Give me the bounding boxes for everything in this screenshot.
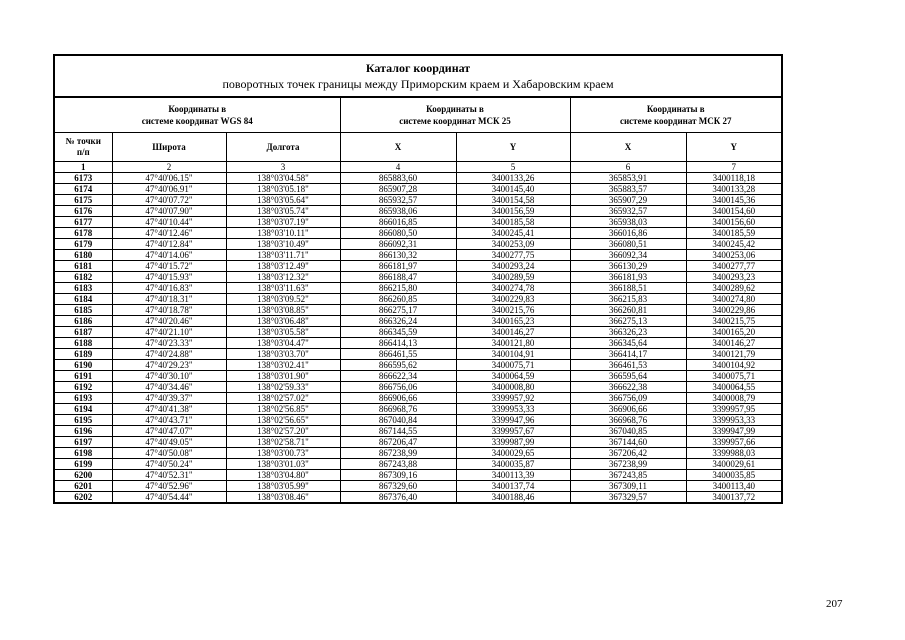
column-header-latitude: Широта xyxy=(112,133,226,162)
longitude-cell: 138°03'04.47" xyxy=(226,338,340,349)
msk25-x-cell: 867040,84 xyxy=(340,415,456,426)
point-number-cell: 6189 xyxy=(54,349,112,360)
msk27-y-cell: 3400008,79 xyxy=(686,393,782,404)
system-header-msk25: Координаты в системе координат МСК 25 xyxy=(340,97,570,133)
msk25-y-cell: 3400137,74 xyxy=(456,481,570,492)
point-number-cell: 6190 xyxy=(54,360,112,371)
msk25-y-cell: 3400188,46 xyxy=(456,492,570,504)
msk27-y-cell: 3400293,23 xyxy=(686,272,782,283)
catalog-title: Каталог координат xyxy=(365,61,471,75)
msk25-x-cell: 867144,55 xyxy=(340,426,456,437)
longitude-cell: 138°03'12.32" xyxy=(226,272,340,283)
table-row xyxy=(54,195,782,206)
msk25-y-cell: 3400154,58 xyxy=(456,195,570,206)
latitude-cell: 47°40'16.83" xyxy=(112,283,226,294)
longitude-cell: 138°02'58.71" xyxy=(226,437,340,448)
table-row xyxy=(54,239,782,250)
longitude-cell: 138°03'05.99" xyxy=(226,481,340,492)
table-row xyxy=(54,184,782,195)
point-number-cell: 6176 xyxy=(54,206,112,217)
msk27-x-cell: 366188,51 xyxy=(570,283,686,294)
msk27-y-cell: 3400253,06 xyxy=(686,250,782,261)
msk25-y-cell: 3400253,09 xyxy=(456,239,570,250)
msk27-x-cell: 366906,66 xyxy=(570,404,686,415)
msk25-y-cell: 3400113,39 xyxy=(456,470,570,481)
point-number-cell: 6193 xyxy=(54,393,112,404)
table-row xyxy=(54,228,782,239)
msk25-y-cell: 3399987,99 xyxy=(456,437,570,448)
msk25-x-cell: 867238,99 xyxy=(340,448,456,459)
msk27-y-cell: 3400146,27 xyxy=(686,338,782,349)
msk27-y-cell: 3399957,95 xyxy=(686,404,782,415)
table-row xyxy=(54,426,782,437)
msk27-y-cell: 3400118,18 xyxy=(686,173,782,184)
msk27-x-cell: 366260,81 xyxy=(570,305,686,316)
point-number-cell: 6201 xyxy=(54,481,112,492)
longitude-cell: 138°03'10.49" xyxy=(226,239,340,250)
column-header-point: № точки п/п xyxy=(54,133,112,162)
table-row xyxy=(54,459,782,470)
msk27-x-cell: 366968,76 xyxy=(570,415,686,426)
msk27-y-cell: 3400154,60 xyxy=(686,206,782,217)
msk25-y-cell: 3400185,58 xyxy=(456,217,570,228)
latitude-cell: 47°40'34.46" xyxy=(112,382,226,393)
msk25-x-cell: 866080,50 xyxy=(340,228,456,239)
msk25-x-cell: 866092,31 xyxy=(340,239,456,250)
column-header-msk25-x: X xyxy=(340,133,456,162)
msk25-y-cell: 3400229,83 xyxy=(456,294,570,305)
longitude-cell: 138°03'02.41" xyxy=(226,360,340,371)
msk25-y-cell: 3400133,26 xyxy=(456,173,570,184)
longitude-cell: 138°03'10.11" xyxy=(226,228,340,239)
table-row xyxy=(54,437,782,448)
longitude-cell: 138°03'09.52" xyxy=(226,294,340,305)
msk27-x-cell: 366461,53 xyxy=(570,360,686,371)
msk25-x-cell: 867206,47 xyxy=(340,437,456,448)
column-number: 4 xyxy=(340,162,456,173)
msk25-x-cell: 867329,60 xyxy=(340,481,456,492)
msk27-x-cell: 366130,29 xyxy=(570,261,686,272)
column-header-longitude: Долгота xyxy=(226,133,340,162)
msk25-x-cell: 866260,85 xyxy=(340,294,456,305)
msk25-y-cell: 3400035,87 xyxy=(456,459,570,470)
msk25-y-cell: 3399957,67 xyxy=(456,426,570,437)
table-row xyxy=(54,404,782,415)
msk27-y-cell: 3399953,33 xyxy=(686,415,782,426)
msk27-y-cell: 3400145,36 xyxy=(686,195,782,206)
column-number: 7 xyxy=(686,162,782,173)
column-header-msk25-y: Y xyxy=(456,133,570,162)
msk27-y-cell: 3400104,92 xyxy=(686,360,782,371)
msk27-y-cell: 3400165,20 xyxy=(686,327,782,338)
msk27-y-cell: 3400035,85 xyxy=(686,470,782,481)
longitude-cell: 138°03'05.64" xyxy=(226,195,340,206)
msk25-x-cell: 866414,13 xyxy=(340,338,456,349)
msk27-x-cell: 365938,03 xyxy=(570,217,686,228)
point-number-cell: 6180 xyxy=(54,250,112,261)
msk25-y-cell: 3400075,71 xyxy=(456,360,570,371)
table-row xyxy=(54,206,782,217)
catalog-subtitle: поворотных точек границы между Приморским краем и Хабаровским краем xyxy=(222,77,614,91)
table-row xyxy=(54,217,782,228)
point-number-cell: 6184 xyxy=(54,294,112,305)
longitude-cell: 138°03'03.70" xyxy=(226,349,340,360)
latitude-cell: 47°40'10.44" xyxy=(112,217,226,228)
table-row xyxy=(54,327,782,338)
msk25-x-cell: 866275,17 xyxy=(340,305,456,316)
table-row xyxy=(54,393,782,404)
msk27-y-cell: 3400245,42 xyxy=(686,239,782,250)
longitude-cell: 138°03'08.85" xyxy=(226,305,340,316)
msk27-y-cell: 3399947,99 xyxy=(686,426,782,437)
msk27-y-cell: 3400289,62 xyxy=(686,283,782,294)
msk27-y-cell: 3400277,77 xyxy=(686,261,782,272)
msk27-x-cell: 367206,42 xyxy=(570,448,686,459)
latitude-cell: 47°40'07.72" xyxy=(112,195,226,206)
msk25-y-cell: 3400165,23 xyxy=(456,316,570,327)
longitude-cell: 138°03'05.58" xyxy=(226,327,340,338)
msk27-x-cell: 366181,93 xyxy=(570,272,686,283)
msk27-y-cell: 3400113,40 xyxy=(686,481,782,492)
msk27-x-cell: 366414,17 xyxy=(570,349,686,360)
msk27-x-cell: 366326,23 xyxy=(570,327,686,338)
page-number: 207 xyxy=(826,598,843,610)
longitude-cell: 138°03'07.19" xyxy=(226,217,340,228)
msk25-x-cell: 866622,34 xyxy=(340,371,456,382)
msk25-x-cell: 866130,32 xyxy=(340,250,456,261)
latitude-cell: 47°40'06.15" xyxy=(112,173,226,184)
msk27-y-cell: 3400137,72 xyxy=(686,492,782,504)
latitude-cell: 47°40'49.05" xyxy=(112,437,226,448)
table-row xyxy=(54,492,782,504)
latitude-cell: 47°40'15.72" xyxy=(112,261,226,272)
table-row xyxy=(54,316,782,327)
point-number-cell: 6186 xyxy=(54,316,112,327)
longitude-cell: 138°03'11.71" xyxy=(226,250,340,261)
longitude-cell: 138°03'04.80" xyxy=(226,470,340,481)
msk27-x-cell: 366016,86 xyxy=(570,228,686,239)
point-number-cell: 6185 xyxy=(54,305,112,316)
table-row xyxy=(54,338,782,349)
msk25-y-cell: 3400104,91 xyxy=(456,349,570,360)
msk27-x-cell: 367238,99 xyxy=(570,459,686,470)
table-row xyxy=(54,305,782,316)
msk27-x-cell: 366092,34 xyxy=(570,250,686,261)
msk27-x-cell: 366756,09 xyxy=(570,393,686,404)
msk27-x-cell: 365907,29 xyxy=(570,195,686,206)
msk25-x-cell: 866016,85 xyxy=(340,217,456,228)
msk27-y-cell: 3400229,86 xyxy=(686,305,782,316)
msk25-x-cell: 866215,80 xyxy=(340,283,456,294)
latitude-cell: 47°40'52.31" xyxy=(112,470,226,481)
msk25-x-cell: 867309,16 xyxy=(340,470,456,481)
msk25-x-cell: 866188,47 xyxy=(340,272,456,283)
latitude-cell: 47°40'43.71" xyxy=(112,415,226,426)
longitude-cell: 138°03'12.49" xyxy=(226,261,340,272)
msk25-y-cell: 3400008,80 xyxy=(456,382,570,393)
msk27-x-cell: 366345,64 xyxy=(570,338,686,349)
longitude-cell: 138°03'05.18" xyxy=(226,184,340,195)
msk27-x-cell: 366215,83 xyxy=(570,294,686,305)
longitude-cell: 138°03'00.73" xyxy=(226,448,340,459)
point-number-cell: 6181 xyxy=(54,261,112,272)
msk25-y-cell: 3399953,33 xyxy=(456,404,570,415)
msk25-x-cell: 866181,97 xyxy=(340,261,456,272)
point-number-cell: 6196 xyxy=(54,426,112,437)
latitude-cell: 47°40'50.24" xyxy=(112,459,226,470)
longitude-cell: 138°03'11.63" xyxy=(226,283,340,294)
msk25-y-cell: 3400145,40 xyxy=(456,184,570,195)
latitude-cell: 47°40'23.33" xyxy=(112,338,226,349)
msk25-y-cell: 3399947,96 xyxy=(456,415,570,426)
msk25-y-cell: 3400215,76 xyxy=(456,305,570,316)
point-number-cell: 6183 xyxy=(54,283,112,294)
column-number: 1 xyxy=(54,162,112,173)
msk27-y-cell: 3400029,61 xyxy=(686,459,782,470)
column-header-msk27-y: Y xyxy=(686,133,782,162)
table-row xyxy=(54,382,782,393)
latitude-cell: 47°40'29.23" xyxy=(112,360,226,371)
table-row xyxy=(54,360,782,371)
longitude-cell: 138°03'08.46" xyxy=(226,492,340,504)
longitude-cell: 138°02'57.02" xyxy=(226,393,340,404)
table-row xyxy=(54,448,782,459)
point-number-cell: 6194 xyxy=(54,404,112,415)
msk25-y-cell: 3400121,80 xyxy=(456,338,570,349)
latitude-cell: 47°40'06.91" xyxy=(112,184,226,195)
point-number-cell: 6200 xyxy=(54,470,112,481)
longitude-cell: 138°02'56.65" xyxy=(226,415,340,426)
msk27-x-cell: 366595,64 xyxy=(570,371,686,382)
latitude-cell: 47°40'52.96" xyxy=(112,481,226,492)
latitude-cell: 47°40'18.31" xyxy=(112,294,226,305)
point-number-cell: 6178 xyxy=(54,228,112,239)
latitude-cell: 47°40'14.06" xyxy=(112,250,226,261)
msk25-y-cell: 3400245,41 xyxy=(456,228,570,239)
column-header-msk27-x: X xyxy=(570,133,686,162)
table-row xyxy=(54,294,782,305)
longitude-cell: 138°02'59.33" xyxy=(226,382,340,393)
longitude-cell: 138°03'04.58" xyxy=(226,173,340,184)
msk27-x-cell: 367329,57 xyxy=(570,492,686,504)
msk27-x-cell: 367144,60 xyxy=(570,437,686,448)
msk27-x-cell: 366275,13 xyxy=(570,316,686,327)
msk25-x-cell: 865883,60 xyxy=(340,173,456,184)
msk27-y-cell: 3400121,79 xyxy=(686,349,782,360)
column-number: 3 xyxy=(226,162,340,173)
latitude-cell: 47°40'39.37" xyxy=(112,393,226,404)
msk27-x-cell: 365853,91 xyxy=(570,173,686,184)
latitude-cell: 47°40'41.38" xyxy=(112,404,226,415)
msk27-y-cell: 3400185,59 xyxy=(686,228,782,239)
table-heading xyxy=(54,55,782,97)
longitude-cell: 138°03'06.48" xyxy=(226,316,340,327)
msk25-x-cell: 866595,62 xyxy=(340,360,456,371)
table-row xyxy=(54,470,782,481)
msk27-y-cell: 3399988,03 xyxy=(686,448,782,459)
point-number-cell: 6174 xyxy=(54,184,112,195)
longitude-cell: 138°02'56.85" xyxy=(226,404,340,415)
latitude-cell: 47°40'24.88" xyxy=(112,349,226,360)
longitude-cell: 138°02'57.20" xyxy=(226,426,340,437)
msk25-y-cell: 3400277,75 xyxy=(456,250,570,261)
msk25-y-cell: 3400029,65 xyxy=(456,448,570,459)
msk25-y-cell: 3400289,59 xyxy=(456,272,570,283)
msk27-x-cell: 365932,57 xyxy=(570,206,686,217)
column-number: 6 xyxy=(570,162,686,173)
latitude-cell: 47°40'12.84" xyxy=(112,239,226,250)
table-body xyxy=(54,173,782,504)
msk25-x-cell: 866906,66 xyxy=(340,393,456,404)
msk25-x-cell: 865907,28 xyxy=(340,184,456,195)
msk25-x-cell: 866756,06 xyxy=(340,382,456,393)
msk25-x-cell: 865932,57 xyxy=(340,195,456,206)
point-number-cell: 6197 xyxy=(54,437,112,448)
msk25-x-cell: 866968,76 xyxy=(340,404,456,415)
msk25-x-cell: 867376,40 xyxy=(340,492,456,504)
msk27-x-cell: 367243,85 xyxy=(570,470,686,481)
table-row xyxy=(54,173,782,184)
msk25-x-cell: 865938,06 xyxy=(340,206,456,217)
msk27-y-cell: 3400156,60 xyxy=(686,217,782,228)
msk27-y-cell: 3400274,80 xyxy=(686,294,782,305)
column-number: 2 xyxy=(112,162,226,173)
msk25-x-cell: 867243,88 xyxy=(340,459,456,470)
msk27-x-cell: 367040,85 xyxy=(570,426,686,437)
coordinate-table xyxy=(53,54,783,504)
point-number-cell: 6175 xyxy=(54,195,112,206)
msk27-x-cell: 367309,11 xyxy=(570,481,686,492)
latitude-cell: 47°40'12.46" xyxy=(112,228,226,239)
longitude-cell: 138°03'01.03" xyxy=(226,459,340,470)
latitude-cell: 47°40'07.90" xyxy=(112,206,226,217)
latitude-cell: 47°40'30.10" xyxy=(112,371,226,382)
latitude-cell: 47°40'15.93" xyxy=(112,272,226,283)
msk27-y-cell: 3400064,55 xyxy=(686,382,782,393)
system-header-wgs84: Координаты в системе координат WGS 84 xyxy=(54,97,340,133)
latitude-cell: 47°40'20.46" xyxy=(112,316,226,327)
msk27-y-cell: 3399957,66 xyxy=(686,437,782,448)
msk25-x-cell: 866345,59 xyxy=(340,327,456,338)
latitude-cell: 47°40'50.08" xyxy=(112,448,226,459)
msk25-y-cell: 3400293,24 xyxy=(456,261,570,272)
msk27-x-cell: 365883,57 xyxy=(570,184,686,195)
table-row xyxy=(54,481,782,492)
msk27-x-cell: 366080,51 xyxy=(570,239,686,250)
point-number-cell: 6198 xyxy=(54,448,112,459)
msk25-x-cell: 866326,24 xyxy=(340,316,456,327)
table-row xyxy=(54,371,782,382)
latitude-cell: 47°40'21.10" xyxy=(112,327,226,338)
point-number-cell: 6187 xyxy=(54,327,112,338)
point-number-cell: 6188 xyxy=(54,338,112,349)
msk27-x-cell: 366622,38 xyxy=(570,382,686,393)
coordinate-catalog-sheet xyxy=(53,54,781,504)
msk25-y-cell: 3400146,27 xyxy=(456,327,570,338)
longitude-cell: 138°03'01.90" xyxy=(226,371,340,382)
table-row xyxy=(54,415,782,426)
point-number-cell: 6192 xyxy=(54,382,112,393)
msk25-y-cell: 3400064,59 xyxy=(456,371,570,382)
msk25-y-cell: 3400156,59 xyxy=(456,206,570,217)
latitude-cell: 47°40'54.44" xyxy=(112,492,226,504)
system-header-msk27: Координаты в системе координат МСК 27 xyxy=(570,97,782,133)
msk25-y-cell: 3400274,78 xyxy=(456,283,570,294)
table-row xyxy=(54,349,782,360)
msk25-x-cell: 866461,55 xyxy=(340,349,456,360)
latitude-cell: 47°40'18.78" xyxy=(112,305,226,316)
column-number: 5 xyxy=(456,162,570,173)
point-number-cell: 6173 xyxy=(54,173,112,184)
point-number-cell: 6199 xyxy=(54,459,112,470)
table-row xyxy=(54,261,782,272)
longitude-cell: 138°03'05.74" xyxy=(226,206,340,217)
point-number-cell: 6191 xyxy=(54,371,112,382)
point-number-cell: 6202 xyxy=(54,492,112,504)
table-row xyxy=(54,250,782,261)
table-row xyxy=(54,272,782,283)
point-number-cell: 6177 xyxy=(54,217,112,228)
msk25-y-cell: 3399957,92 xyxy=(456,393,570,404)
point-number-cell: 6182 xyxy=(54,272,112,283)
point-number-cell: 6195 xyxy=(54,415,112,426)
msk27-y-cell: 3400075,71 xyxy=(686,371,782,382)
msk27-y-cell: 3400133,28 xyxy=(686,184,782,195)
table-row xyxy=(54,283,782,294)
latitude-cell: 47°40'47.07" xyxy=(112,426,226,437)
msk27-y-cell: 3400215,75 xyxy=(686,316,782,327)
point-number-cell: 6179 xyxy=(54,239,112,250)
